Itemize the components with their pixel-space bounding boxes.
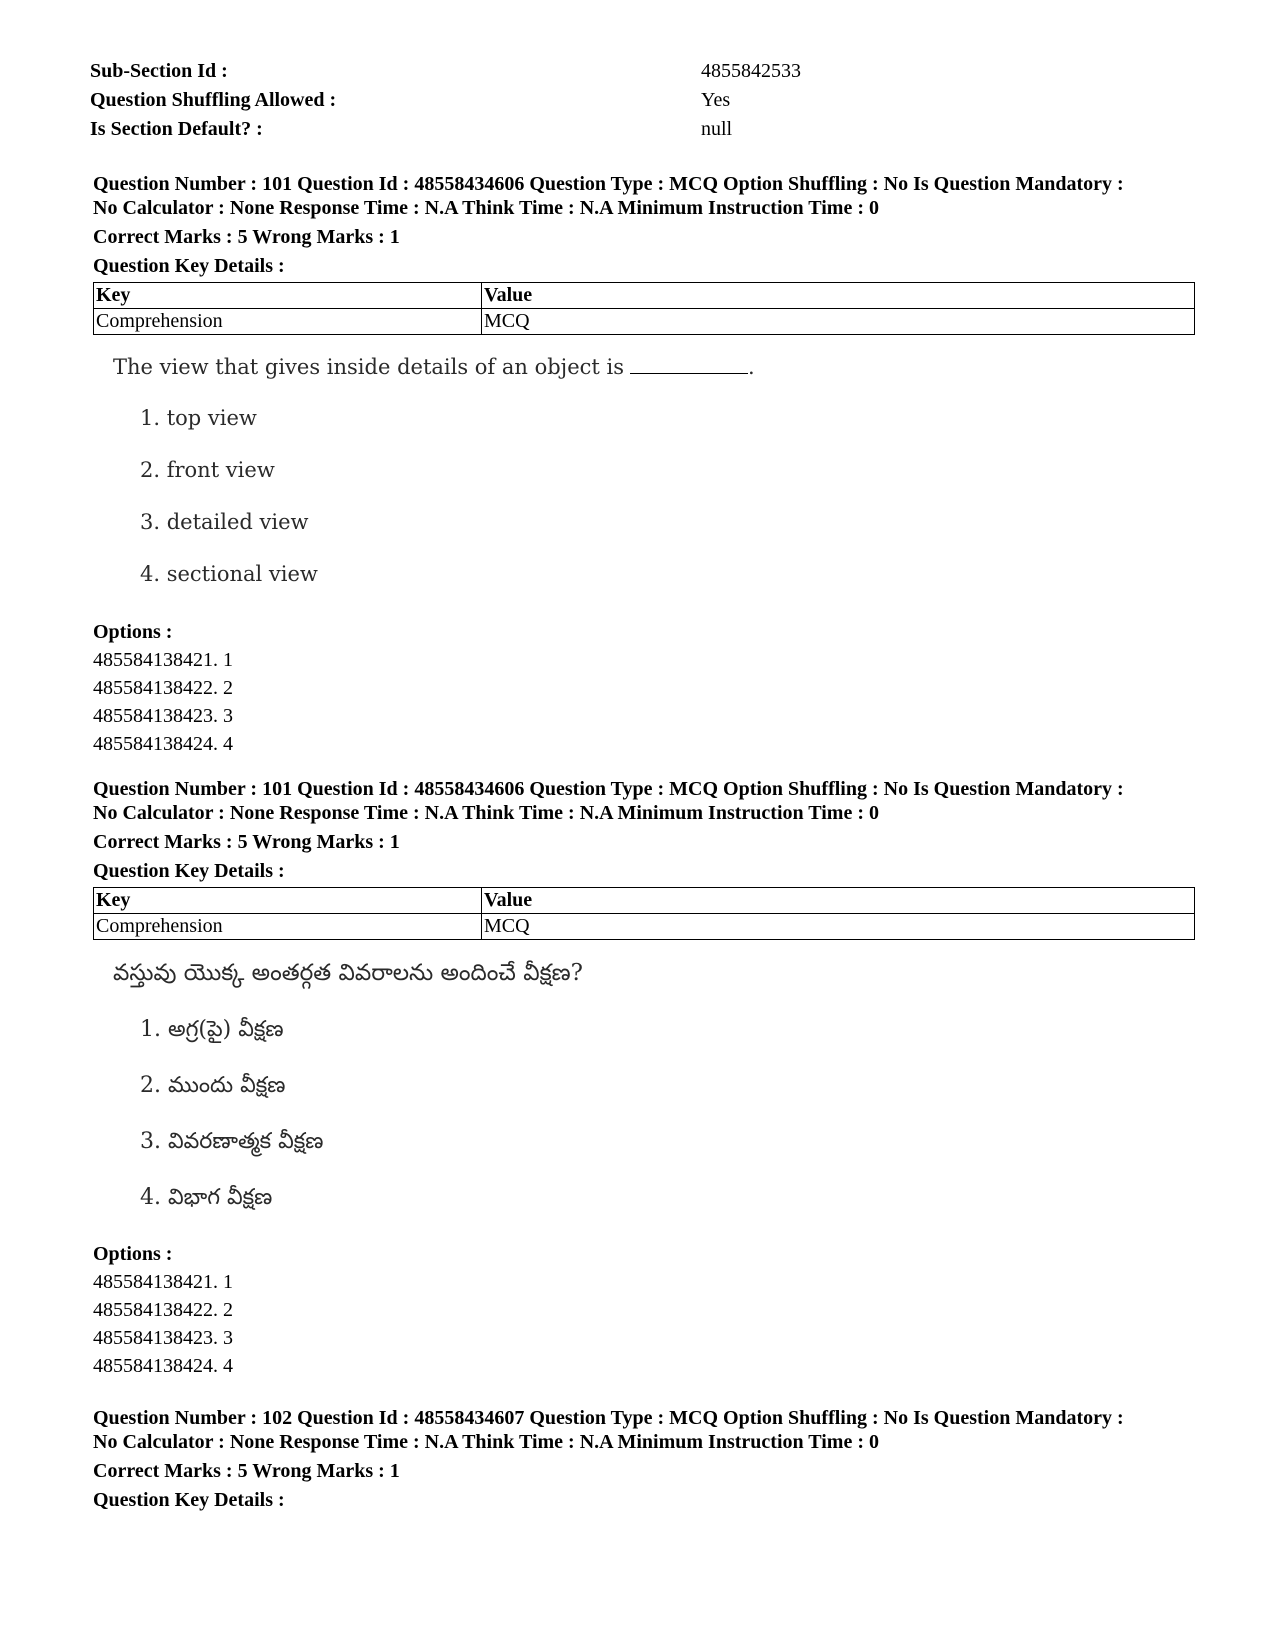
options-label: Options : (93, 621, 173, 643)
question-key-table (93, 282, 1195, 335)
question-key-details-label: Question Key Details : (93, 1489, 285, 1511)
question-marks: Correct Marks : 5 Wrong Marks : 1 (93, 226, 400, 248)
question-text-body: The view that gives inside details of an object is (113, 355, 624, 379)
question-key-details-label: Question Key Details : (93, 860, 285, 882)
subsection-id-row (90, 57, 1190, 86)
table-header-value: Value (482, 283, 1195, 309)
table-row (94, 309, 1195, 335)
table-header-value: Value (482, 888, 1195, 914)
question-text (113, 355, 755, 379)
question-marks: Correct Marks : 5 Wrong Marks : 1 (93, 831, 400, 853)
question-header-line2: No Calculator : None Response Time : N.A Think Time : N.A Minimum Instruction Time : 0 (93, 1431, 879, 1453)
choice-3: 3. వివరణాత్మక వీక్షణ (140, 1129, 324, 1154)
table-cell-value: MCQ (482, 309, 1195, 335)
option-line: 485584138421. 1 (93, 649, 233, 671)
question-block-101-en (93, 172, 1193, 758)
question-image (93, 335, 1193, 618)
option-line: 485584138422. 2 (93, 1299, 233, 1321)
question-block-102 (93, 1406, 1193, 1512)
question-header-line1: Question Number : 101 Question Id : 48558434606 Question Type : MCQ Option Shuffling : No Is Question Mandatory : (93, 173, 1124, 195)
option-line: 485584138421. 1 (93, 1271, 233, 1293)
choice-1: 1. top view (140, 406, 257, 430)
choice-3: 3. detailed view (140, 510, 309, 534)
question-key-table (93, 887, 1195, 940)
table-header-key: Key (94, 283, 482, 309)
section-default-row (90, 115, 1190, 144)
shuffling-label: Question Shuffling Allowed : (90, 89, 337, 111)
choice-1: 1. అగ్ర(పై) వీక్షణ (140, 1017, 284, 1042)
option-line: 485584138423. 3 (93, 1327, 233, 1349)
question-text: వస్తువు యొక్క అంతర్గత వివరాలను అందించే వీక్షణ? (113, 960, 583, 986)
choice-2: 2. front view (140, 458, 275, 482)
table-header-row (94, 888, 1195, 914)
section-default-value: null (701, 118, 733, 140)
table-header-row (94, 283, 1195, 309)
table-header-key: Key (94, 888, 482, 914)
subsection-id-value: 4855842533 (701, 60, 801, 82)
shuffling-value: Yes (701, 89, 731, 111)
question-text-end: . (748, 355, 755, 379)
subsection-id-label: Sub-Section Id : (90, 60, 228, 82)
question-block-101-te (93, 777, 1193, 1380)
option-line: 485584138422. 2 (93, 677, 233, 699)
answer-blank (630, 355, 748, 374)
question-key-details-label: Question Key Details : (93, 255, 285, 277)
table-cell-value: MCQ (482, 914, 1195, 940)
question-header-line1: Question Number : 101 Question Id : 48558434606 Question Type : MCQ Option Shuffling : No Is Question Mandatory : (93, 778, 1124, 800)
shuffling-row (90, 86, 1190, 115)
option-line: 485584138424. 4 (93, 733, 233, 755)
question-marks: Correct Marks : 5 Wrong Marks : 1 (93, 1460, 400, 1482)
option-line: 485584138423. 3 (93, 705, 233, 727)
options-label: Options : (93, 1243, 173, 1265)
choice-4: 4. విభాగ వీక్షణ (140, 1185, 273, 1210)
question-header-line2: No Calculator : None Response Time : N.A Think Time : N.A Minimum Instruction Time : 0 (93, 802, 879, 824)
choice-2: 2. ముందు వీక్షణ (140, 1073, 286, 1098)
section-default-label: Is Section Default? : (90, 118, 263, 140)
section-meta (90, 57, 1190, 144)
option-line: 485584138424. 4 (93, 1355, 233, 1377)
question-header-line2: No Calculator : None Response Time : N.A Think Time : N.A Minimum Instruction Time : 0 (93, 197, 879, 219)
question-header-line1: Question Number : 102 Question Id : 48558434607 Question Type : MCQ Option Shuffling : No Is Question Mandatory : (93, 1407, 1124, 1429)
table-cell-key: Comprehension (94, 914, 482, 940)
table-cell-key: Comprehension (94, 309, 482, 335)
table-row (94, 914, 1195, 940)
choice-4: 4. sectional view (140, 562, 318, 586)
question-image (93, 940, 1193, 1240)
